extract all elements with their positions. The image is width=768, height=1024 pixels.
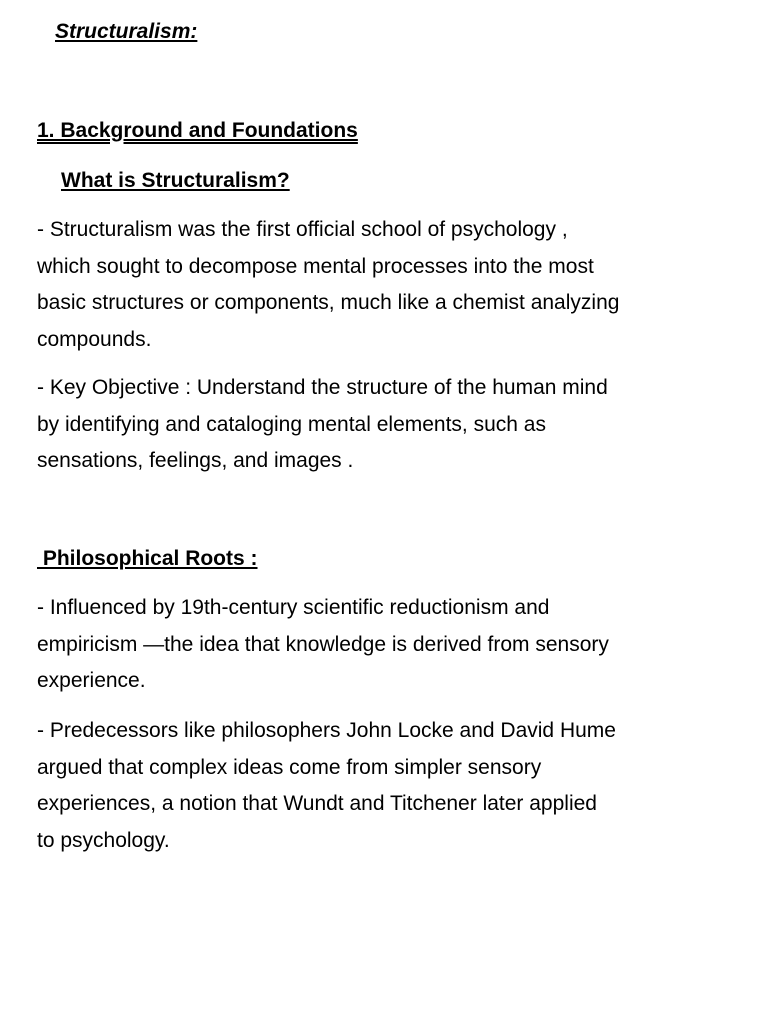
philosophical-roots-heading: Philosophical Roots : bbox=[37, 547, 258, 570]
key-objective-paragraph: - Key Objective : Understand the structure of the human mind by identifying and cataloging mental elements, such as sensations, feelings, and images . bbox=[37, 376, 608, 472]
predecessors-paragraph: - Predecessors like philosophers John Locke and David Hume argued that complex ideas come from simpler sensory experiences, a notion that Wundt and Titchener later applied to psychology. bbox=[37, 719, 616, 852]
what-is-heading: What is Structuralism? bbox=[61, 169, 290, 192]
influence-paragraph: - Influenced by 19th-century scientific reductionism and empiricism —the idea that knowledge is derived from sensory experience. bbox=[37, 596, 609, 692]
section-heading: 1. Background and Foundations bbox=[37, 119, 358, 142]
document-title: Structuralism: bbox=[55, 20, 198, 43]
definition-paragraph: - Structuralism was the first official school of psychology , which sought to decompose mental processes into the most basic structures or components, much like a chemist analyzing compounds. bbox=[37, 218, 620, 351]
